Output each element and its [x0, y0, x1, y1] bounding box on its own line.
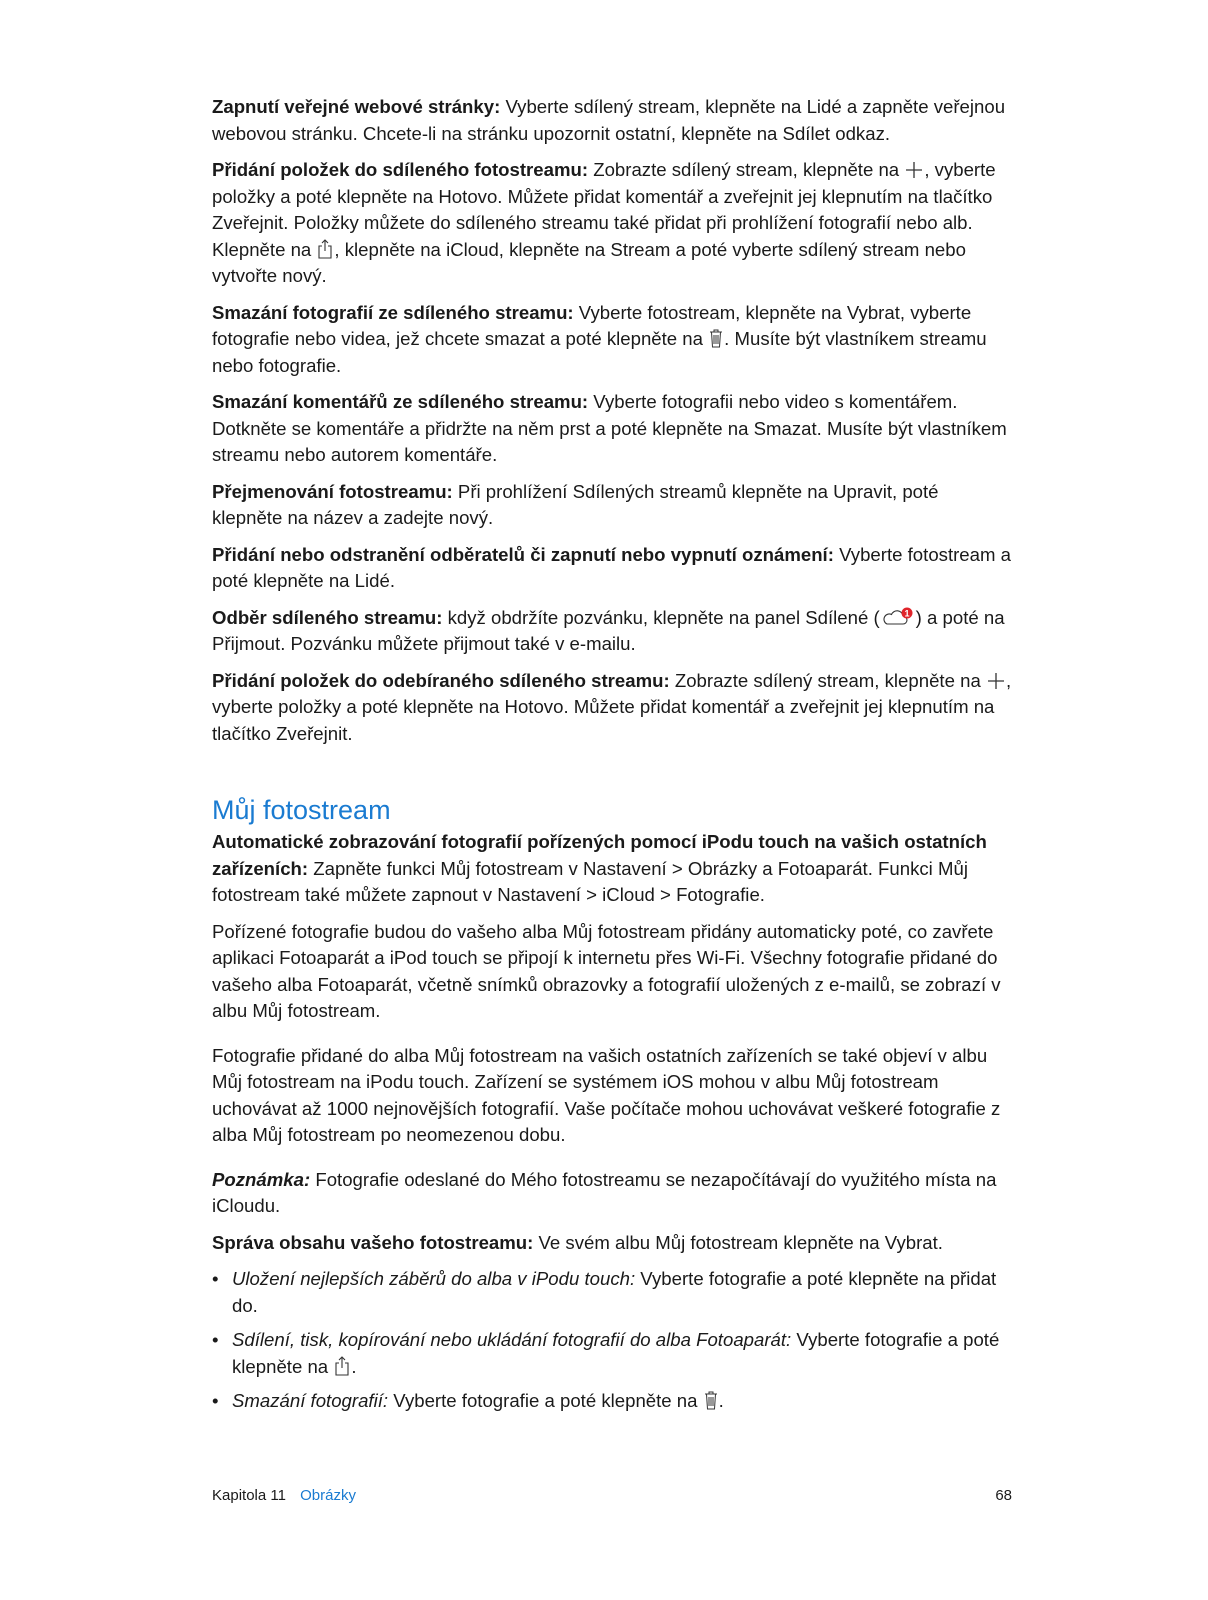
- paragraph-add-items: Přidání položek do sdíleného fotostreamu: Zobrazte sdílený stream, klepněte na , vyberte položky a poté klepněte na Hotovo. Můžete přidat komentář a zveřejnit jej klepnutím na tlačítko Zveřejnit. Položky můžete do sdíleného streamu také přidat při prohlížení fotografií nebo alb. Klepněte na , klepněte na iCloud, klepněte na Stream a poté vyberte sdílený stream nebo vytvořte nový.: [212, 159, 996, 286]
- trash-icon: [704, 1390, 718, 1410]
- paragraph-auto-display: Automatické zobrazování fotografií pořízených pomocí iPodu touch na vašich ostatních zařízeních: Zapněte funkci Můj fotostream v Nastavení > Obrázky a Fotoaparát. Funkci Můj fotostream také můžete zapnout v Nastavení > iCloud > Fotografie.: [212, 831, 987, 905]
- section-heading: Můj fotostream: [212, 795, 391, 825]
- paragraph-photos-added: Pořízené fotografie budou do vašeho alba Můj fotostream přidány automaticky poté, co zavřete aplikaci Fotoaparát a iPod touch se připojí k internetu přes Wi-Fi. Všechny fotografie přidané do vašeho alba Fotoaparát, včetně snímků obrazovky a fotografií uložených z e-mailů, se zobrazí v albu Můj fotostream.: [212, 920, 1001, 1021]
- paragraph-public-website: Zapnutí veřejné webové stránky: Vyberte sdílený stream, klepněte na Lidé a zapněte veřejnou webovou stránku. Chcete-li na stránku upozornit ostatní, klepněte na Sdílet odkaz.: [212, 96, 1006, 144]
- note: Poznámka: Fotografie odeslané do Mého fotostreamu se nezapočítávají do využitého místa na iCloudu.: [212, 1168, 997, 1216]
- trash-icon: [709, 328, 723, 348]
- paragraph-delete-comments: Smazání komentářů ze sdíleného streamu: Vyberte fotografii nebo video s komentářem. Dotkněte se komentáře a přidržte na něm prst a poté klepněte na Smazat. Musíte být vlastníkem streamu nebo autorem komentáře.: [212, 391, 1007, 465]
- plus-icon: [905, 161, 923, 179]
- paragraph-rename-stream: Přejmenování fotostreamu: Při prohlížení Sdílených streamů klepněte na Upravit, poté klepněte na název a zadejte nový.: [212, 480, 939, 528]
- share-icon: [317, 239, 333, 259]
- list-item: • Sdílení, tisk, kopírování nebo ukládání fotografií do alba Fotoaparát: Vyberte fotografie a poté klepněte na .: [212, 1329, 1000, 1377]
- footer-chapter: Kapitola 11: [212, 1487, 286, 1504]
- plus-icon: [987, 672, 1005, 690]
- paragraph-add-subscribed: Přidání položek do odebíraného sdíleného streamu: Zobrazte sdílený stream, klepněte na , vyberte položky a poté klepněte na Hotovo. Můžete přidat komentář a zveřejnit jej klepnutím na tlačítko Zveřejnit.: [212, 669, 1012, 744]
- list-item: • Uložení nejlepších záběrů do alba v iPodu touch: Vyberte fotografie a poté klepněte na přidat do.: [212, 1268, 997, 1316]
- paragraph-manage-content: Správa obsahu vašeho fotostreamu: Ve svém albu Můj fotostream klepněte na Vybrat.: [212, 1231, 943, 1253]
- paragraph-subscribers: Přidání nebo odstranění odběratelů či zapnutí nebo vypnutí oznámení: Vyberte fotostream a poté klepněte na Lidé.: [212, 543, 1011, 591]
- list-item: • Smazání fotografií: Vyberte fotografie a poté klepněte na .: [212, 1390, 724, 1411]
- paragraph-subscribe: Odběr sdíleného streamu: když obdržíte pozvánku, klepněte na panel Sdílené ( 1 ) a poté na Přijmout. Pozvánku můžete přijmout také v e-mailu.: [212, 606, 1005, 654]
- footer-chapter-name: Obrázky: [300, 1487, 356, 1504]
- cloud-badge-icon: [881, 607, 915, 627]
- paragraph-delete-photos: Smazání fotografií ze sdíleného streamu: Vyberte fotostream, klepněte na Vybrat, vyberte fotografie nebo videa, jež chcete smazat a poté klepněte na . Musíte být vlastníkem streamu nebo fotografie.: [212, 301, 987, 376]
- page-number: 68: [995, 1487, 1012, 1504]
- share-icon: [334, 1356, 350, 1376]
- badge-count: 1: [904, 608, 910, 618]
- paragraph-other-devices: Fotografie přidané do alba Můj fotostream na vašich ostatních zařízeních se také objeví v albu Můj fotostream na iPodu touch. Zařízení se systémem iOS mohou v albu Můj fotostream uchovávat až 1000 nejnovějších fotografií. Vaše počítače mohou uchovávat veškeré fotografie z alba Můj fotostream po neomezenou dobu.: [212, 1044, 1001, 1145]
- page-content: [212, 94, 1012, 1423]
- page-footer: [212, 1487, 1012, 1504]
- bullet-list: [212, 1266, 1012, 1415]
